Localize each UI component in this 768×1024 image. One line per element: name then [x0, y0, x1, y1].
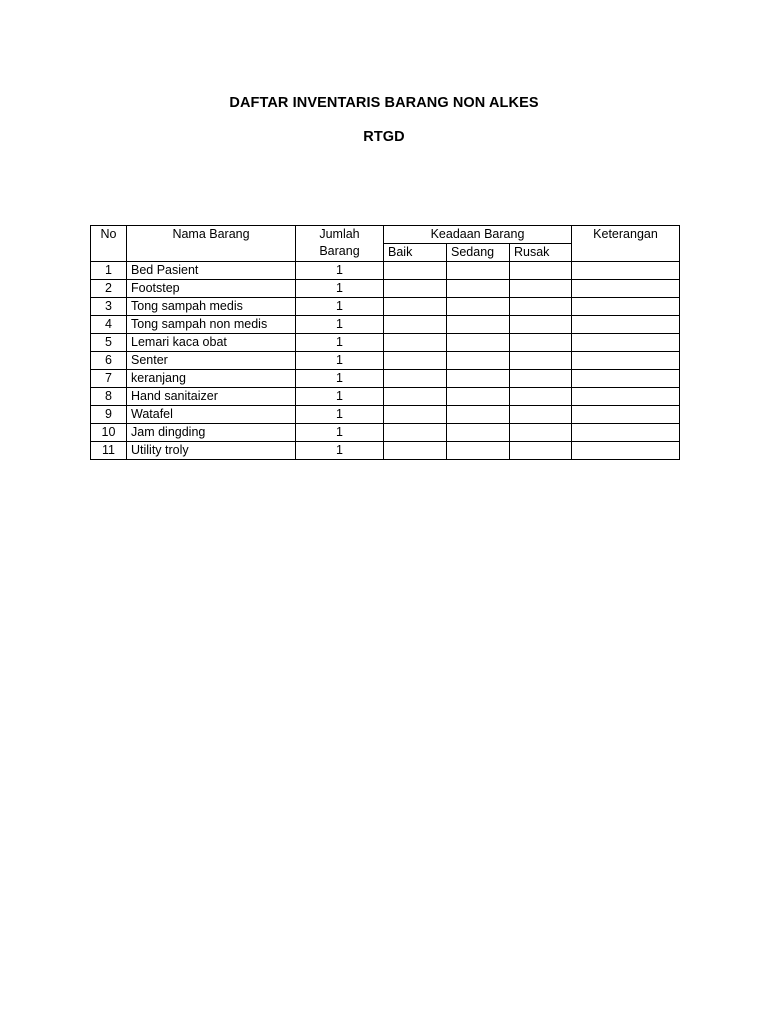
table-header	[91, 226, 680, 262]
cell-rusak	[510, 442, 572, 460]
cell-baik	[384, 298, 447, 316]
cell-no: 1	[91, 262, 127, 280]
cell-rusak	[510, 316, 572, 334]
cell-sedang	[447, 316, 510, 334]
cell-no: 7	[91, 370, 127, 388]
cell-rusak	[510, 424, 572, 442]
table-row	[91, 334, 680, 352]
cell-keterangan	[572, 424, 680, 442]
cell-no: 2	[91, 280, 127, 298]
cell-rusak	[510, 262, 572, 280]
cell-nama-barang: Tong sampah non medis	[127, 316, 296, 334]
table-row	[91, 370, 680, 388]
cell-sedang	[447, 442, 510, 460]
cell-keterangan	[572, 442, 680, 460]
table-row	[91, 280, 680, 298]
cell-rusak	[510, 280, 572, 298]
cell-baik	[384, 442, 447, 460]
cell-no: 3	[91, 298, 127, 316]
header-sedang: Sedang	[447, 244, 510, 262]
cell-sedang	[447, 424, 510, 442]
cell-baik	[384, 370, 447, 388]
cell-rusak	[510, 298, 572, 316]
cell-sedang	[447, 262, 510, 280]
cell-jumlah: 1	[296, 442, 384, 460]
cell-rusak	[510, 406, 572, 424]
cell-sedang	[447, 280, 510, 298]
cell-baik	[384, 352, 447, 370]
cell-jumlah: 1	[296, 352, 384, 370]
table-row	[91, 424, 680, 442]
table-body	[91, 262, 680, 460]
cell-jumlah: 1	[296, 316, 384, 334]
cell-keterangan	[572, 316, 680, 334]
inventory-table	[90, 225, 680, 460]
cell-keterangan	[572, 406, 680, 424]
table-row	[91, 406, 680, 424]
cell-keterangan	[572, 370, 680, 388]
cell-baik	[384, 388, 447, 406]
cell-nama-barang: Watafel	[127, 406, 296, 424]
cell-sedang	[447, 406, 510, 424]
cell-jumlah: 1	[296, 388, 384, 406]
cell-baik	[384, 334, 447, 352]
cell-no: 8	[91, 388, 127, 406]
table-row	[91, 298, 680, 316]
table-row	[91, 442, 680, 460]
cell-no: 6	[91, 352, 127, 370]
header-nama-barang: Nama Barang	[127, 226, 296, 262]
cell-keterangan	[572, 352, 680, 370]
cell-nama-barang: Footstep	[127, 280, 296, 298]
table-row	[91, 352, 680, 370]
cell-jumlah: 1	[296, 298, 384, 316]
header-jumlah-line1: Jumlah	[319, 227, 360, 241]
header-rusak: Rusak	[510, 244, 572, 262]
cell-jumlah: 1	[296, 262, 384, 280]
cell-nama-barang: Jam dingding	[127, 424, 296, 442]
cell-keterangan	[572, 388, 680, 406]
cell-nama-barang: Utility troly	[127, 442, 296, 460]
cell-no: 5	[91, 334, 127, 352]
cell-no: 4	[91, 316, 127, 334]
cell-rusak	[510, 370, 572, 388]
cell-nama-barang: Tong sampah medis	[127, 298, 296, 316]
cell-rusak	[510, 352, 572, 370]
cell-nama-barang: Hand sanitaizer	[127, 388, 296, 406]
cell-sedang	[447, 298, 510, 316]
cell-keterangan	[572, 298, 680, 316]
cell-nama-barang: keranjang	[127, 370, 296, 388]
header-keadaan-barang: Keadaan Barang	[384, 226, 572, 244]
cell-no: 9	[91, 406, 127, 424]
cell-jumlah: 1	[296, 370, 384, 388]
cell-sedang	[447, 388, 510, 406]
cell-baik	[384, 262, 447, 280]
cell-no: 10	[91, 424, 127, 442]
cell-keterangan	[572, 262, 680, 280]
cell-rusak	[510, 388, 572, 406]
header-jumlah-barang	[296, 226, 384, 262]
cell-jumlah: 1	[296, 406, 384, 424]
cell-rusak	[510, 334, 572, 352]
cell-baik	[384, 406, 447, 424]
document-subtitle: RTGD	[363, 129, 405, 145]
document-title: DAFTAR INVENTARIS BARANG NON ALKES	[229, 95, 539, 111]
header-baik: Baik	[384, 244, 447, 262]
cell-sedang	[447, 334, 510, 352]
cell-jumlah: 1	[296, 280, 384, 298]
cell-nama-barang: Lemari kaca obat	[127, 334, 296, 352]
header-jumlah-line2: Barang	[319, 244, 360, 258]
cell-no: 11	[91, 442, 127, 460]
cell-baik	[384, 424, 447, 442]
header-keterangan: Keterangan	[572, 226, 680, 262]
cell-baik	[384, 316, 447, 334]
cell-sedang	[447, 352, 510, 370]
table-row	[91, 388, 680, 406]
header-no: No	[91, 226, 127, 262]
cell-baik	[384, 280, 447, 298]
cell-nama-barang: Bed Pasient	[127, 262, 296, 280]
cell-jumlah: 1	[296, 424, 384, 442]
cell-sedang	[447, 370, 510, 388]
cell-nama-barang: Senter	[127, 352, 296, 370]
cell-keterangan	[572, 280, 680, 298]
table-row	[91, 316, 680, 334]
cell-keterangan	[572, 334, 680, 352]
table-row	[91, 262, 680, 280]
cell-jumlah: 1	[296, 334, 384, 352]
